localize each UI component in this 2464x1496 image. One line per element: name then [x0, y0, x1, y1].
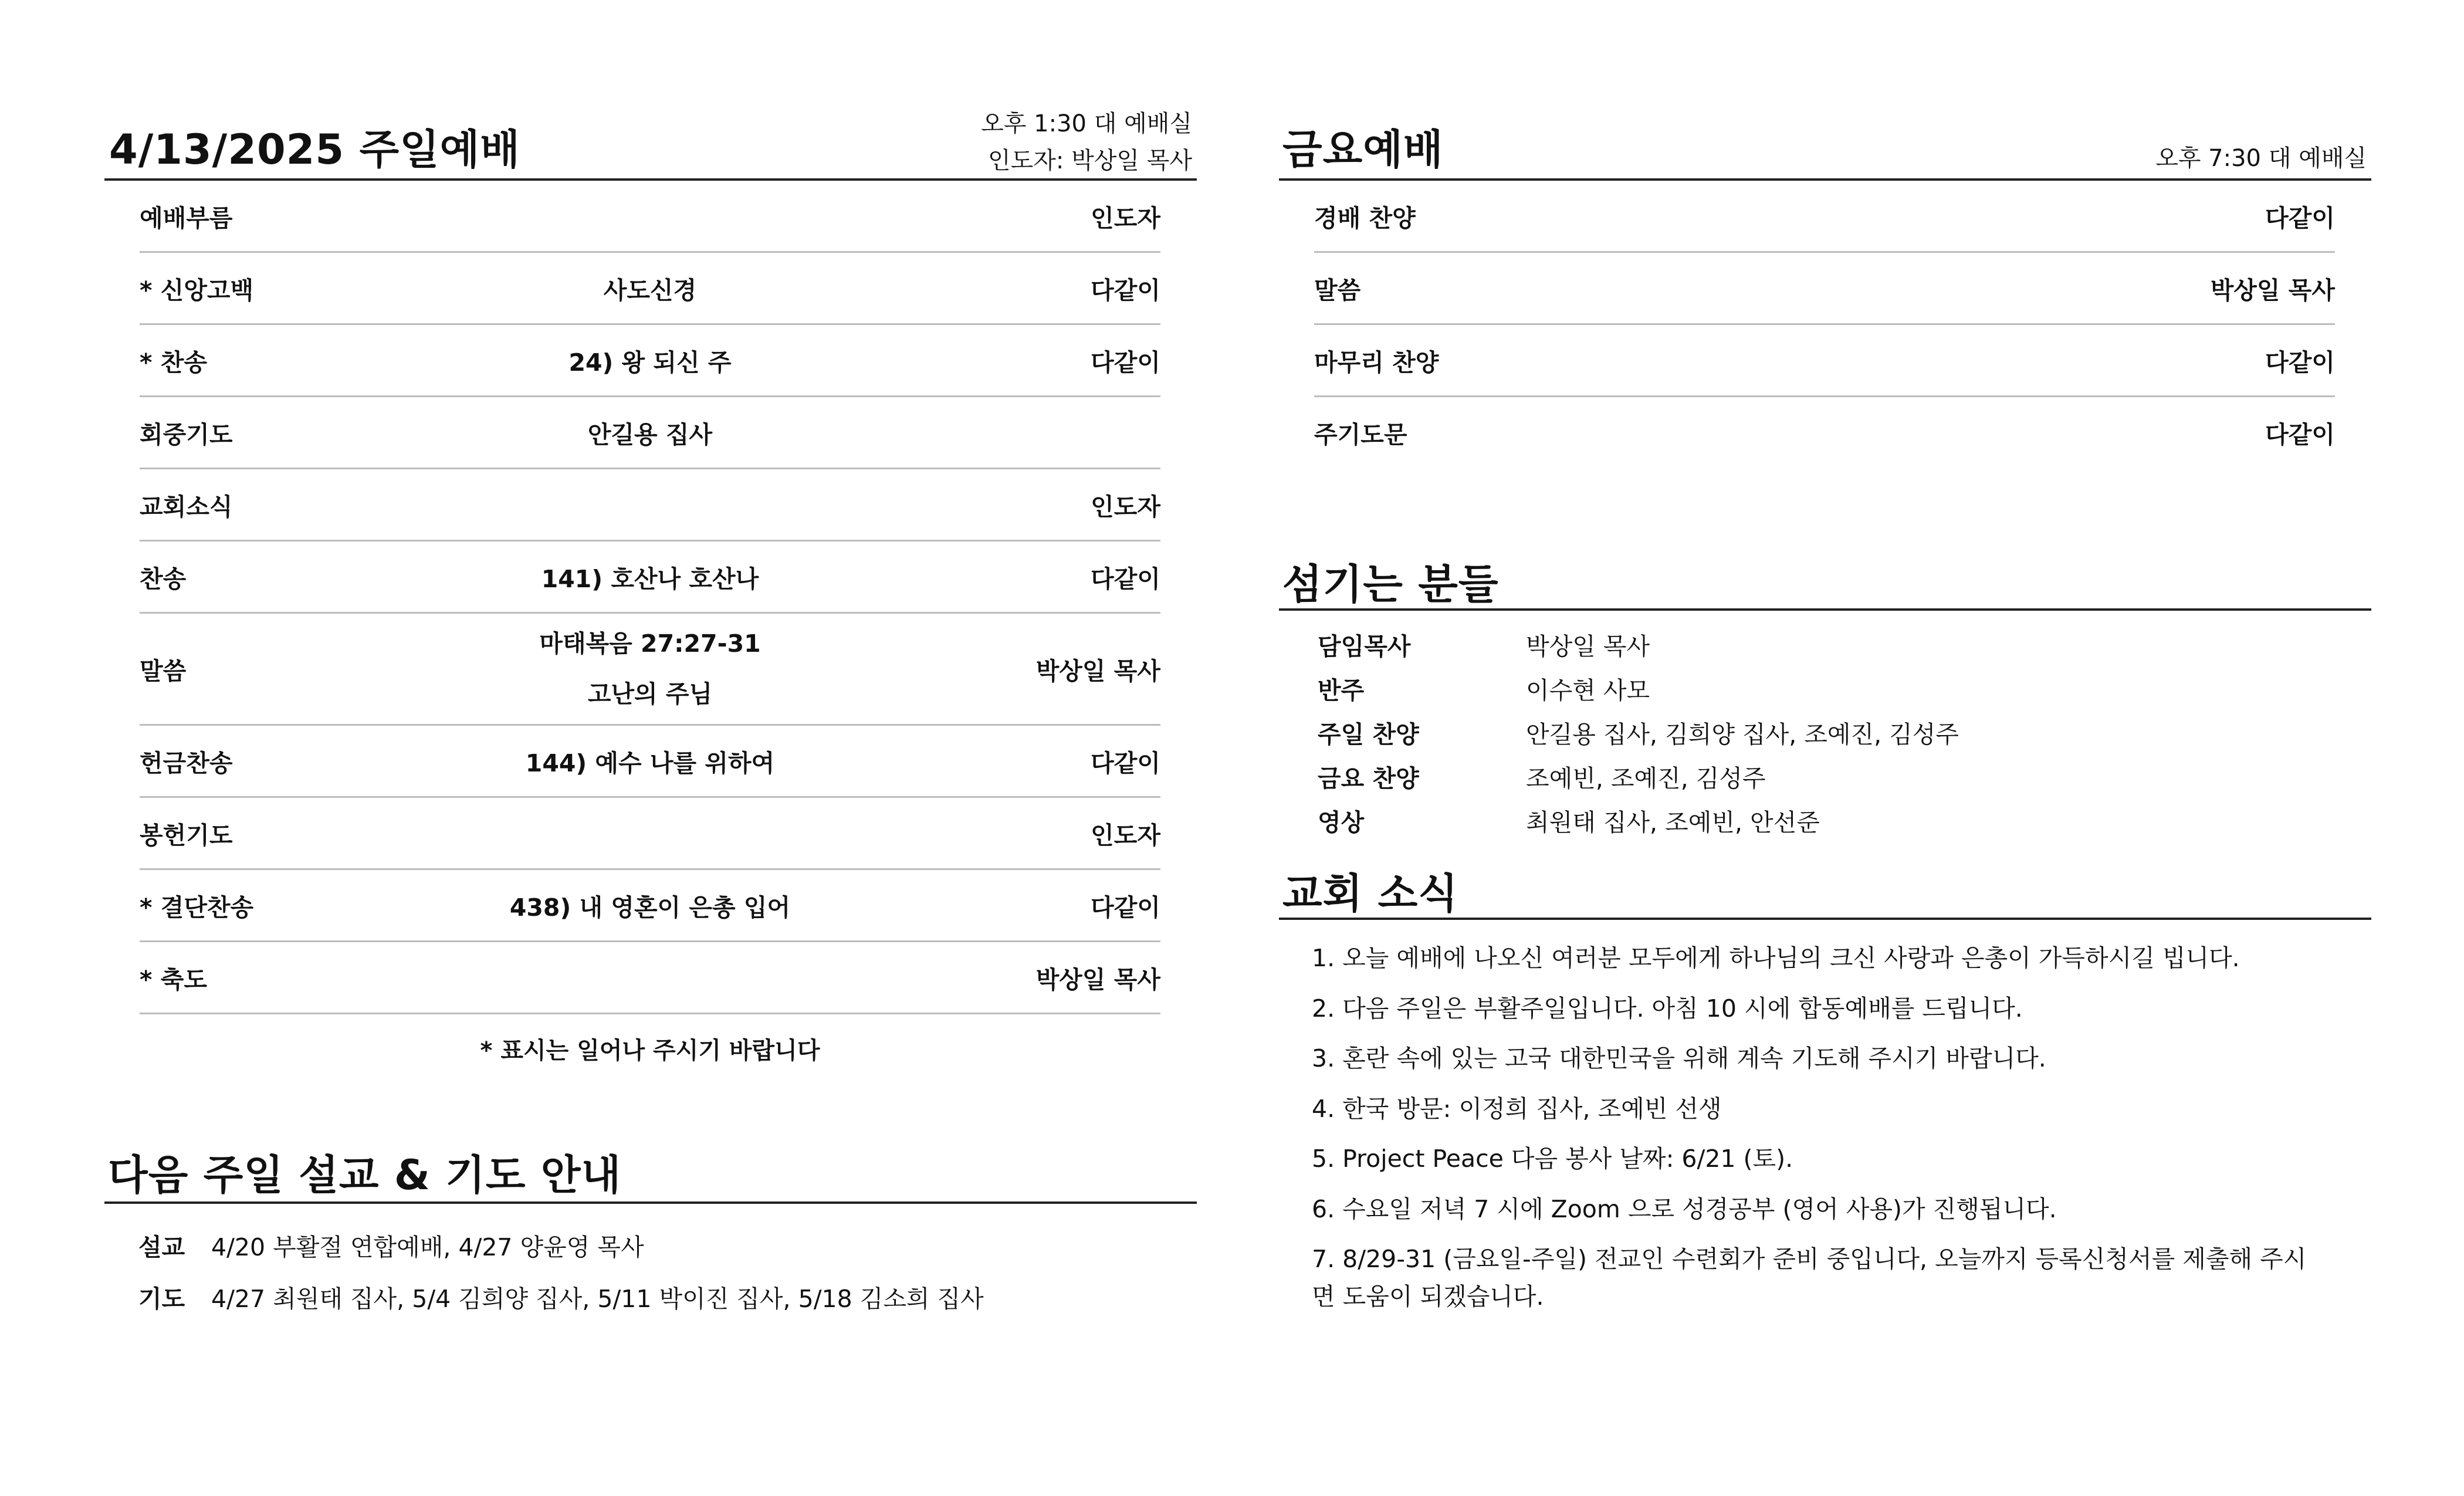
friday-row: [1314, 397, 2335, 468]
server-names: 박상일 목사: [1526, 632, 1650, 661]
news-list: [1312, 940, 2321, 1315]
next-week-title: 다음 주일 설교 & 기도 안내: [108, 1151, 622, 1199]
order-item: 회중기도: [140, 420, 233, 449]
servers-header: [1279, 559, 2371, 611]
news-item: 4. 한국 방문: 이정희 집사, 조예빈 선생: [1312, 1094, 1722, 1123]
order-by: 다같이: [1091, 348, 1160, 377]
left-column: [104, 0, 1197, 1322]
order-by: 인도자: [1091, 821, 1160, 849]
news-item: 1. 오늘 예배에 나오신 여러분 모두에게 하나님의 크신 사랑과 은총이 가득하시길 빕니다.: [1312, 944, 2240, 972]
sermon-schedule: 4/20 부활절 연합예배, 4/27 양윤영 목사: [211, 1233, 644, 1261]
friday-row: [1314, 253, 2335, 325]
next-week-guide: [138, 1219, 1197, 1322]
friday-row: [1314, 325, 2335, 397]
order-row: [140, 798, 1160, 870]
order-row: [140, 942, 1160, 1014]
order-by: 인도자: [1091, 204, 1160, 232]
friday-item: 마무리 찬양: [1314, 348, 1439, 377]
right-column: [1279, 0, 2371, 1328]
server-row: [1318, 754, 2371, 798]
order-row: [140, 397, 1160, 469]
sunday-meta: [981, 106, 1192, 180]
order-content: 144) 예수 나를 위하여: [525, 749, 775, 777]
friday-row: [1314, 181, 2335, 253]
order-by: 다같이: [1091, 749, 1160, 777]
sermon-row: [138, 1219, 1197, 1271]
order-content: 24) 왕 되신 주: [568, 348, 732, 377]
order-row: [140, 325, 1160, 397]
order-item: * 축도: [140, 965, 207, 994]
order-content: 안길용 집사: [587, 420, 713, 449]
friday-title: 금요예배: [1282, 126, 1444, 174]
server-role: 영상: [1318, 808, 1365, 837]
sermon-label: 설교: [138, 1233, 185, 1261]
server-names: 이수현 사모: [1526, 676, 1650, 705]
server-names: 조예빈, 조예진, 김성주: [1526, 764, 1766, 793]
servers-title: 섬기는 분들: [1282, 560, 1499, 608]
server-role: 담임목사: [1318, 632, 1411, 661]
order-row: [140, 253, 1160, 325]
next-week-header: [104, 1153, 1197, 1204]
order-content: [386, 618, 914, 719]
friday-header: [1279, 106, 2371, 181]
friday-by: 다같이: [2265, 420, 2335, 449]
server-row: [1318, 622, 2371, 666]
friday-by: 박상일 목사: [2210, 276, 2335, 304]
order-by: 다같이: [1091, 893, 1160, 922]
order-by: 인도자: [1091, 492, 1160, 521]
order-item: 봉헌기도: [140, 821, 233, 849]
sunday-title: 4/13/2025 주일예배: [109, 126, 520, 174]
news-item: 6. 수요일 저녁 7 시에 Zoom 으로 성경공부 (영어 사용)가 진행됩니다.: [1312, 1194, 2057, 1223]
order-content: 438) 내 영혼이 은총 입어: [509, 893, 791, 922]
sunday-leader: 인도자: 박상일 목사: [987, 147, 1192, 174]
prayer-row: [138, 1271, 1197, 1322]
scripture-ref: 마태복음 27:27-31: [539, 629, 761, 658]
friday-by: 다같이: [2265, 348, 2335, 377]
prayer-label: 기도: [138, 1284, 185, 1313]
prayer-schedule: 4/27 최원태 집사, 5/4 김희양 집사, 5/11 박이진 집사, 5/18 김소희 집사: [211, 1284, 984, 1313]
server-role: 반주: [1318, 676, 1365, 705]
sermon-title: 고난의 주님: [587, 680, 713, 708]
sunday-order-table: [140, 181, 1160, 1014]
order-item: 예배부름: [140, 204, 233, 232]
order-item: 말씀: [140, 656, 187, 685]
standing-note: * 표시는 일어나 주시기 바랍니다: [480, 1037, 820, 1064]
order-by: 다같이: [1091, 276, 1160, 304]
order-item: 찬송: [140, 564, 187, 593]
sunday-time: 오후 1:30 대 예배실: [981, 110, 1192, 137]
order-row: [140, 181, 1160, 253]
order-by: 박상일 목사: [1035, 656, 1160, 685]
server-row: [1318, 710, 2371, 754]
friday-time: 오후 7:30 대 예배실: [2155, 145, 2367, 172]
news-item: 2. 다음 주일은 부활주일입니다. 아침 10 시에 합동예배를 드립니다.: [1312, 994, 2023, 1023]
order-row: [140, 614, 1160, 726]
order-row: [140, 870, 1160, 942]
server-role: 주일 찬양: [1318, 720, 1419, 749]
server-row: [1318, 798, 2371, 842]
news-title: 교회 소식: [1282, 869, 1458, 918]
order-item: * 신앙고백: [140, 276, 254, 304]
friday-item: 말씀: [1314, 276, 1361, 304]
order-row: [140, 726, 1160, 798]
order-row: [140, 469, 1160, 541]
friday-order-table: [1314, 181, 2335, 468]
news-item: 5. Project Peace 다음 봉사 날짜: 6/21 (토).: [1312, 1145, 1793, 1173]
sunday-header: [104, 106, 1197, 181]
order-item: * 찬송: [140, 348, 207, 377]
news-item: 7. 8/29-31 (금요일-주일) 전교인 수련회가 준비 중입니다, 오늘까지 등록신청서를 제출해 주시면 도움이 되겠습니다.: [1312, 1245, 2307, 1311]
order-item: * 결단찬송: [140, 893, 254, 922]
order-content: 141) 호산나 호산나: [541, 564, 759, 593]
friday-by: 다같이: [2265, 204, 2335, 232]
order-row: [140, 541, 1160, 614]
order-item: 헌금찬송: [140, 749, 233, 777]
order-content: 사도신경: [603, 276, 697, 304]
server-names: 최원태 집사, 조예빈, 안선준: [1526, 808, 1820, 837]
order-by: 다같이: [1091, 564, 1160, 593]
news-item: 3. 혼란 속에 있는 고국 대한민국을 위해 계속 기도해 주시기 바랍니다.: [1312, 1044, 2046, 1073]
news-header: [1279, 869, 2371, 920]
servers-list: [1318, 622, 2371, 842]
server-role: 금요 찬양: [1318, 764, 1419, 793]
friday-item: 경배 찬양: [1314, 204, 1416, 232]
server-names: 안길용 집사, 김희양 집사, 조예진, 김성주: [1526, 720, 1959, 749]
server-row: [1318, 666, 2371, 710]
order-by: 박상일 목사: [1035, 965, 1160, 994]
order-item: 교회소식: [140, 492, 233, 521]
friday-item: 주기도문: [1314, 420, 1407, 449]
